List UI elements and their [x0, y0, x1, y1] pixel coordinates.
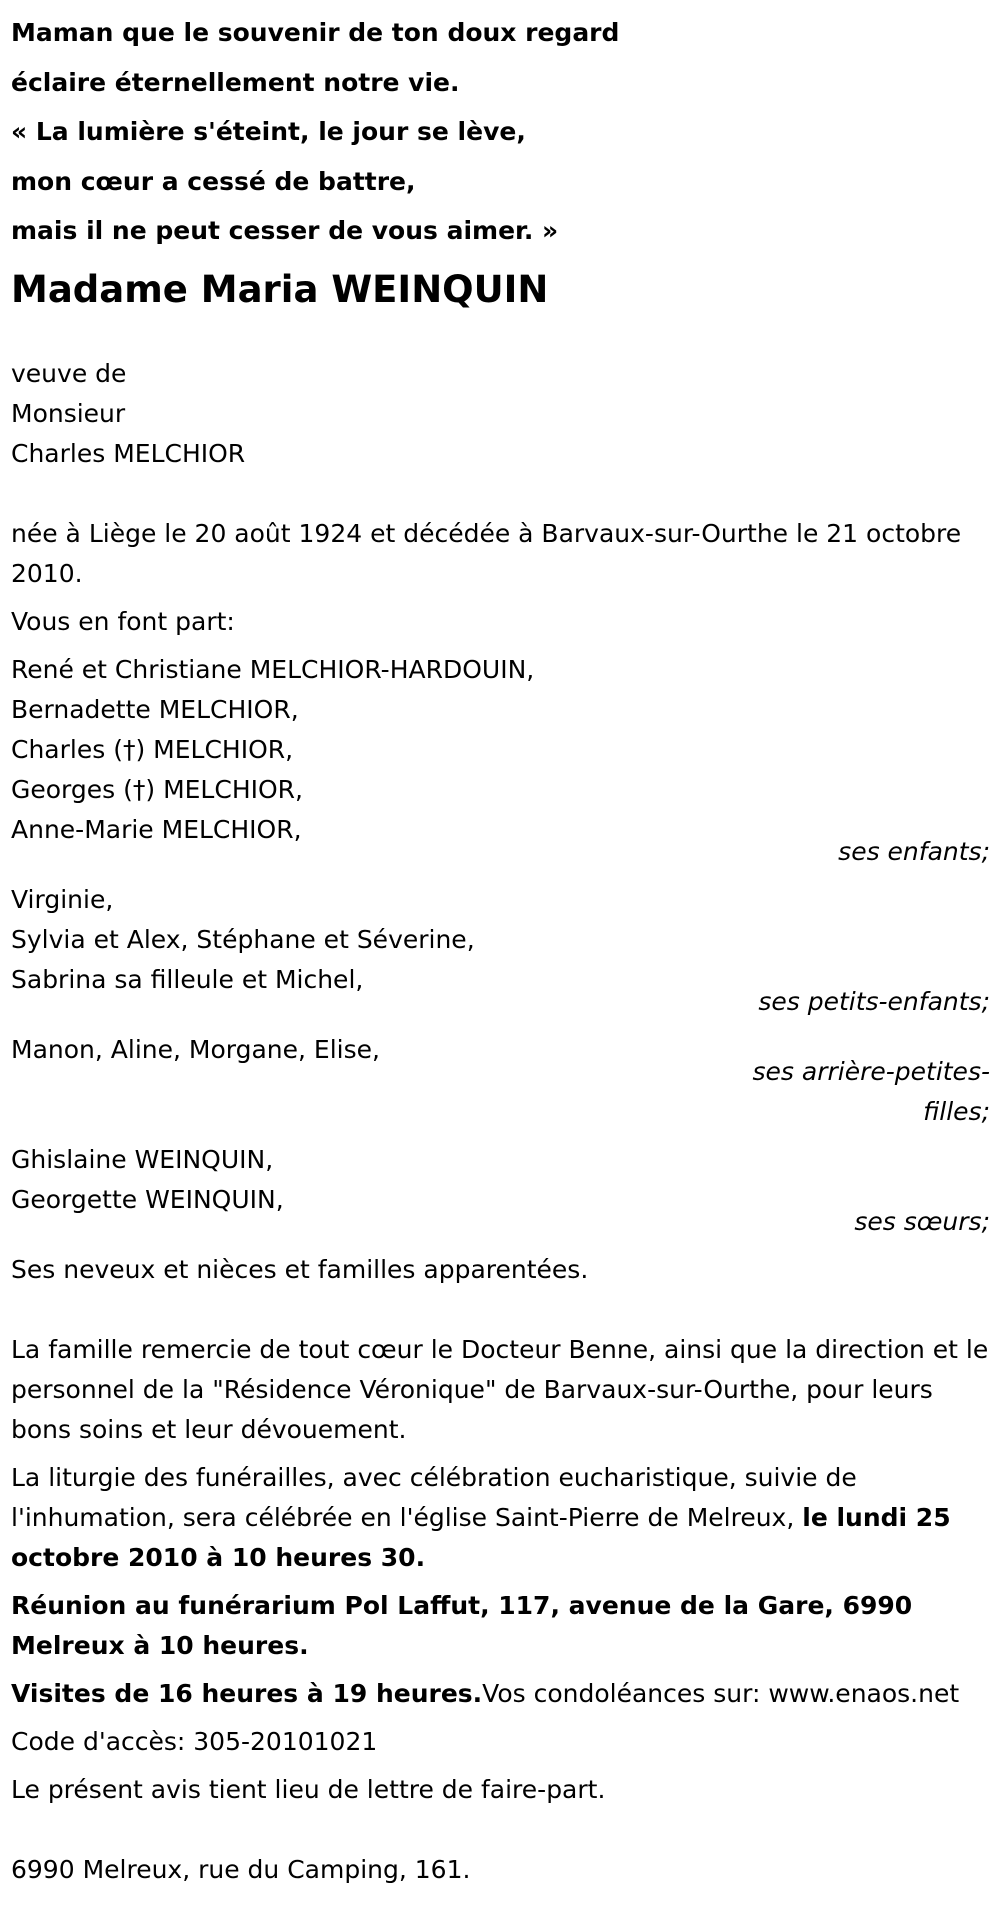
thanks-paragraph: La famille remercie de tout cœur le Docteur Benne, ainsi que la direction et le personnel de la "Résidence Véronique" de Barvaux-sur-Ourthe, pour leurs bons soins et leur dévouement. — [11, 1334, 989, 1444]
condolences-text: Vos condoléances sur: www.enaos.net — [482, 1678, 960, 1708]
family-member: Georges (†) MELCHIOR, — [11, 774, 303, 804]
access-code: Code d'accès: 305-20101021 — [11, 1726, 378, 1756]
widow-line: veuve de — [11, 358, 127, 388]
birth-death: née à Liège le 20 août 1924 et décédée à Barvaux-sur-Ourthe le 21 octobre 2010. — [11, 518, 962, 588]
relation-label-line: ses arrière-petites- — [752, 1056, 990, 1086]
meeting-paragraph: Réunion au funérarium Pol Laffut, 117, avenue de la Gare, 6990 Melreux à 10 heures. — [11, 1590, 913, 1660]
liturgy-paragraph — [11, 1458, 990, 1578]
family-member: Sabrina sa filleule et Michel, — [11, 964, 364, 994]
family-member: Charles (†) MELCHIOR, — [11, 734, 294, 764]
extended-family: Ses neveux et nièces et familles apparentées. — [11, 1254, 589, 1284]
great-grandchildren-group — [11, 1030, 990, 1132]
liturgy-text: La liturgie des funérailles, avec célébration eucharistique, suivie de l'inhumation, sera célébrée en l'église Saint-Pierre de Melreux, — [11, 1462, 857, 1532]
liturgy-date: le lundi 25 octobre 2010 à 10 heures 30. — [11, 1502, 951, 1572]
family-member: Virginie, — [11, 884, 114, 914]
widow-line: Monsieur — [11, 398, 126, 428]
widow-line: Charles MELCHIOR — [11, 438, 246, 468]
epitaph-line: éclaire éternellement notre vie. — [11, 67, 460, 97]
announce: Vous en font part: — [11, 606, 235, 636]
family-member: Manon, Aline, Morgane, Elise, — [11, 1034, 380, 1064]
relation-label: ses enfants; — [838, 836, 990, 866]
visits-paragraph — [11, 1674, 990, 1714]
relation-label-line: filles; — [923, 1096, 990, 1126]
family-member: Georgette WEINQUIN, — [11, 1184, 284, 1214]
children-group — [11, 650, 990, 872]
epitaph-line: Maman que le souvenir de ton doux regard — [11, 18, 620, 47]
visits-hours: Visites de 16 heures à 19 heures. — [11, 1678, 483, 1708]
relation-label: ses sœurs; — [854, 1206, 990, 1236]
epitaph-line: « La lumière s'éteint, le jour se lève, — [11, 117, 526, 146]
family-member: Bernadette MELCHIOR, — [11, 694, 299, 724]
family-member: Anne-Marie MELCHIOR, — [11, 814, 302, 844]
grandchildren-group — [11, 880, 990, 1022]
family-address: 6990 Melreux, rue du Camping, 161. — [11, 1854, 471, 1884]
relation-label: ses petits-enfants; — [758, 986, 990, 1016]
obituary-page — [0, 8, 990, 1890]
notice: Le présent avis tient lieu de lettre de faire-part. — [11, 1774, 606, 1804]
widow-of — [11, 354, 990, 474]
deceased-name: Madame Maria WEINQUIN — [11, 267, 549, 311]
family-member: René et Christiane MELCHIOR-HARDOUIN, — [11, 654, 535, 684]
epitaph-line: mon cœur a cessé de battre, — [11, 166, 416, 196]
epitaph-line: mais il ne peut cesser de vous aimer. » — [11, 216, 559, 245]
sisters-group — [11, 1140, 990, 1242]
family-member: Sylvia et Alex, Stéphane et Séverine, — [11, 924, 475, 954]
family-member: Ghislaine WEINQUIN, — [11, 1144, 274, 1174]
epitaph — [11, 8, 990, 256]
